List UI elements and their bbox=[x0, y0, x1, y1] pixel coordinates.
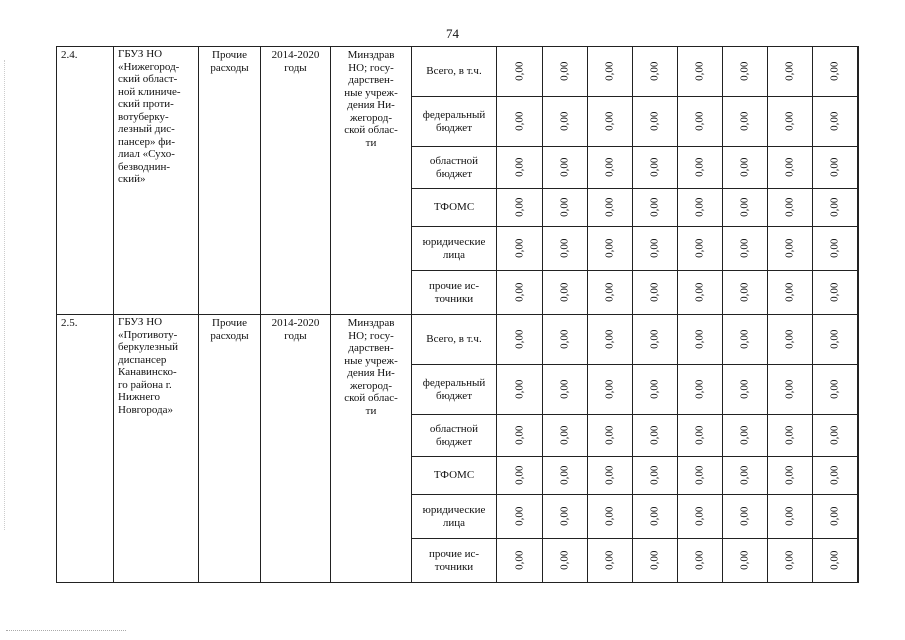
funding-source bbox=[412, 47, 497, 97]
funding-value-text: 0,00 bbox=[828, 282, 841, 303]
funding-source-line: федеральный bbox=[422, 377, 486, 389]
funding-value-text: 0,00 bbox=[828, 465, 841, 486]
funding-source-line: федеральный bbox=[422, 109, 486, 121]
page-number: 74 bbox=[446, 26, 459, 41]
executor-line: дения Ни- bbox=[347, 367, 395, 379]
funding-value-text: 0,00 bbox=[783, 465, 796, 486]
expense-type-line: Прочие bbox=[212, 317, 247, 329]
institution-name-line: Новгорода» bbox=[118, 403, 174, 416]
funding-value bbox=[813, 97, 858, 147]
funding-value-text: 0,00 bbox=[828, 61, 841, 82]
funding-value bbox=[588, 315, 633, 365]
funding-value bbox=[543, 271, 588, 315]
funding-value-text: 0,00 bbox=[513, 238, 526, 259]
funding-value bbox=[633, 315, 678, 365]
funding-value-text: 0,00 bbox=[513, 111, 526, 132]
funding-source-line: лица bbox=[442, 516, 466, 529]
funding-value bbox=[813, 365, 858, 415]
funding-source-line: бюджет bbox=[436, 167, 472, 180]
institution-name-line: ский проти- bbox=[118, 98, 174, 110]
funding-value-text: 0,00 bbox=[603, 550, 616, 571]
expense-type-line: расходы bbox=[210, 329, 249, 342]
funding-value bbox=[633, 227, 678, 271]
funding-value bbox=[588, 147, 633, 189]
institution-name-line: беркулезный bbox=[118, 341, 179, 353]
executor-line: ской облас- bbox=[344, 392, 398, 404]
funding-value bbox=[588, 97, 633, 147]
funding-value bbox=[588, 457, 633, 495]
executor bbox=[331, 315, 412, 583]
implementation-period-line: 2014-2020 bbox=[271, 49, 320, 61]
funding-value bbox=[633, 539, 678, 583]
executor-line: ти bbox=[365, 136, 377, 149]
funding-value bbox=[768, 147, 813, 189]
executor-line: Минздрав bbox=[347, 49, 395, 61]
funding-source-line: бюджет bbox=[436, 389, 472, 402]
implementation-period bbox=[261, 315, 331, 583]
expense-type-line: расходы bbox=[210, 61, 249, 74]
funding-value bbox=[723, 495, 768, 539]
funding-source bbox=[412, 227, 497, 271]
funding-source-line: юридические bbox=[422, 504, 486, 516]
funding-value bbox=[813, 227, 858, 271]
funding-source-line: областной bbox=[429, 423, 479, 435]
funding-value bbox=[858, 457, 859, 495]
funding-value bbox=[497, 365, 543, 415]
funding-value bbox=[858, 415, 859, 457]
funding-value bbox=[543, 47, 588, 97]
funding-value-text: 0,00 bbox=[648, 506, 661, 527]
funding-value bbox=[813, 415, 858, 457]
funding-value-text: 0,00 bbox=[513, 157, 526, 178]
funding-value bbox=[858, 189, 859, 227]
funding-value bbox=[678, 271, 723, 315]
executor bbox=[331, 47, 412, 315]
funding-value bbox=[768, 315, 813, 365]
funding-value bbox=[588, 189, 633, 227]
funding-value bbox=[497, 415, 543, 457]
funding-value-text: 0,00 bbox=[513, 329, 526, 350]
funding-source bbox=[412, 97, 497, 147]
funding-value bbox=[813, 315, 858, 365]
funding-source-line: точники bbox=[434, 560, 474, 573]
funding-value-text: 0,00 bbox=[828, 329, 841, 350]
funding-value-text: 0,00 bbox=[648, 379, 661, 400]
funding-value-text: 0,00 bbox=[783, 550, 796, 571]
funding-value-text: 0,00 bbox=[558, 550, 571, 571]
funding-value bbox=[633, 415, 678, 457]
funding-value-text: 0,00 bbox=[783, 238, 796, 259]
funding-value-text: 0,00 bbox=[783, 61, 796, 82]
funding-value bbox=[543, 457, 588, 495]
funding-value bbox=[723, 315, 768, 365]
institution-name-line: «Нижегород- bbox=[118, 60, 180, 73]
funding-value bbox=[678, 97, 723, 147]
funding-source-line: точники bbox=[434, 292, 474, 305]
funding-value-text: 0,00 bbox=[828, 506, 841, 527]
funding-source-line: областной bbox=[429, 155, 479, 167]
executor-line: жегород- bbox=[349, 379, 393, 392]
funding-value bbox=[543, 539, 588, 583]
funding-value bbox=[497, 147, 543, 189]
funding-source-line: юридические bbox=[422, 236, 486, 248]
funding-source-line: прочие ис- bbox=[428, 548, 480, 560]
funding-value-text: 0,00 bbox=[513, 379, 526, 400]
funding-value bbox=[813, 271, 858, 315]
funding-value-text: 0,00 bbox=[738, 197, 751, 218]
funding-value bbox=[633, 97, 678, 147]
executor-line: НО; госу- bbox=[348, 61, 394, 74]
funding-value bbox=[633, 365, 678, 415]
implementation-period bbox=[261, 47, 331, 315]
funding-value-text: 0,00 bbox=[513, 61, 526, 82]
funding-value-text: 0,00 bbox=[648, 238, 661, 259]
executor-line: дарствен- bbox=[348, 342, 394, 354]
funding-source-line: бюджет bbox=[436, 121, 472, 134]
funding-value-text: 0,00 bbox=[693, 379, 706, 400]
institution-name-line: «Противоту- bbox=[118, 328, 178, 341]
funding-value-text: 0,00 bbox=[693, 550, 706, 571]
funding-value-text: 0,00 bbox=[693, 111, 706, 132]
funding-value-text: 0,00 bbox=[513, 506, 526, 527]
funding-value bbox=[768, 47, 813, 97]
funding-source-line: прочие ис- bbox=[428, 280, 480, 292]
executor-line: ти bbox=[365, 404, 377, 417]
funding-value-text: 0,00 bbox=[693, 197, 706, 218]
funding-value-text: 0,00 bbox=[513, 425, 526, 446]
institution-name bbox=[114, 315, 199, 583]
funding-value bbox=[768, 189, 813, 227]
funding-value bbox=[543, 495, 588, 539]
funding-value-text: 0,00 bbox=[738, 506, 751, 527]
funding-source bbox=[412, 539, 497, 583]
institution-name-line: пансер» фи- bbox=[118, 135, 175, 148]
funding-value bbox=[723, 415, 768, 457]
funding-value-text: 0,00 bbox=[828, 550, 841, 571]
funding-value-text: 0,00 bbox=[828, 425, 841, 446]
funding-value-text: 0,00 bbox=[558, 329, 571, 350]
funding-value bbox=[497, 227, 543, 271]
funding-value-text: 0,00 bbox=[783, 379, 796, 400]
funding-value bbox=[858, 227, 859, 271]
funding-value bbox=[858, 147, 859, 189]
executor-line: дарствен- bbox=[348, 74, 394, 86]
funding-value-text: 0,00 bbox=[603, 61, 616, 82]
funding-value bbox=[633, 47, 678, 97]
funding-value bbox=[633, 147, 678, 189]
funding-value bbox=[723, 457, 768, 495]
funding-value-text: 0,00 bbox=[648, 111, 661, 132]
scan-margin-mark bbox=[6, 630, 126, 632]
program-funding-table bbox=[56, 46, 859, 583]
funding-value bbox=[813, 539, 858, 583]
funding-source-line: бюджет bbox=[436, 435, 472, 448]
funding-value bbox=[497, 47, 543, 97]
expense-type bbox=[199, 315, 261, 583]
funding-source bbox=[412, 415, 497, 457]
funding-value-text: 0,00 bbox=[513, 282, 526, 303]
executor-line: НО; госу- bbox=[348, 329, 394, 342]
funding-value-text: 0,00 bbox=[513, 465, 526, 486]
funding-value-text: 0,00 bbox=[738, 238, 751, 259]
funding-value-text: 0,00 bbox=[693, 329, 706, 350]
funding-value bbox=[723, 227, 768, 271]
implementation-period-line: 2014-2020 bbox=[271, 317, 320, 329]
funding-value bbox=[858, 365, 859, 415]
funding-value-text: 0,00 bbox=[828, 111, 841, 132]
institution-name-line: ной клиниче- bbox=[118, 85, 181, 98]
funding-value-text: 0,00 bbox=[558, 506, 571, 527]
executor-line: дения Ни- bbox=[347, 99, 395, 111]
row-number: 2.5. bbox=[57, 315, 114, 583]
institution-name-line: лиал «Сухо- bbox=[118, 148, 175, 160]
funding-value bbox=[723, 539, 768, 583]
funding-value bbox=[497, 457, 543, 495]
funding-value-text: 0,00 bbox=[558, 197, 571, 218]
funding-value bbox=[588, 415, 633, 457]
funding-value bbox=[633, 495, 678, 539]
funding-source bbox=[412, 271, 497, 315]
funding-value-text: 0,00 bbox=[603, 282, 616, 303]
funding-value bbox=[723, 47, 768, 97]
funding-value bbox=[858, 47, 859, 97]
institution-name-line: вотуберку- bbox=[118, 110, 169, 123]
funding-value-text: 0,00 bbox=[828, 379, 841, 400]
funding-value-text: 0,00 bbox=[603, 111, 616, 132]
funding-value-text: 0,00 bbox=[783, 282, 796, 303]
funding-value bbox=[858, 315, 859, 365]
funding-value bbox=[768, 97, 813, 147]
funding-value-text: 0,00 bbox=[783, 329, 796, 350]
institution-name-line: лезный дис- bbox=[118, 123, 175, 135]
funding-value bbox=[588, 365, 633, 415]
funding-value bbox=[633, 271, 678, 315]
funding-value bbox=[858, 539, 859, 583]
funding-value-text: 0,00 bbox=[738, 425, 751, 446]
funding-value-text: 0,00 bbox=[513, 550, 526, 571]
funding-value bbox=[678, 365, 723, 415]
funding-value-text: 0,00 bbox=[693, 157, 706, 178]
funding-value bbox=[723, 189, 768, 227]
institution-name-line: ский област- bbox=[118, 73, 178, 85]
funding-value-text: 0,00 bbox=[693, 238, 706, 259]
funding-value bbox=[813, 457, 858, 495]
funding-value-text: 0,00 bbox=[648, 329, 661, 350]
funding-value-text: 0,00 bbox=[828, 197, 841, 218]
executor-line: жегород- bbox=[349, 111, 393, 124]
funding-value bbox=[543, 365, 588, 415]
funding-value bbox=[678, 315, 723, 365]
funding-value bbox=[768, 495, 813, 539]
institution-name-line: ский» bbox=[118, 173, 146, 185]
funding-value bbox=[497, 97, 543, 147]
funding-value-text: 0,00 bbox=[783, 111, 796, 132]
funding-value bbox=[723, 365, 768, 415]
funding-value-text: 0,00 bbox=[693, 506, 706, 527]
funding-value bbox=[678, 495, 723, 539]
funding-value-text: 0,00 bbox=[738, 282, 751, 303]
funding-value bbox=[723, 271, 768, 315]
funding-value bbox=[588, 47, 633, 97]
funding-value-text: 0,00 bbox=[693, 61, 706, 82]
funding-value bbox=[588, 539, 633, 583]
funding-value-text: 0,00 bbox=[648, 157, 661, 178]
funding-value bbox=[497, 495, 543, 539]
expense-type bbox=[199, 47, 261, 315]
funding-source-line: Всего, в т.ч. bbox=[426, 333, 482, 346]
funding-value bbox=[813, 47, 858, 97]
funding-value-text: 0,00 bbox=[828, 157, 841, 178]
funding-value-text: 0,00 bbox=[648, 282, 661, 303]
funding-value bbox=[813, 147, 858, 189]
table-row bbox=[57, 47, 859, 97]
funding-value-text: 0,00 bbox=[558, 465, 571, 486]
funding-value bbox=[768, 365, 813, 415]
funding-value bbox=[543, 227, 588, 271]
funding-value-text: 0,00 bbox=[783, 197, 796, 218]
institution-name-line: Нижнего bbox=[118, 391, 160, 403]
funding-value-text: 0,00 bbox=[513, 197, 526, 218]
funding-value bbox=[768, 415, 813, 457]
funding-value bbox=[497, 539, 543, 583]
funding-value-text: 0,00 bbox=[558, 425, 571, 446]
funding-source bbox=[412, 315, 497, 365]
funding-value-text: 0,00 bbox=[558, 157, 571, 178]
funding-value bbox=[678, 415, 723, 457]
funding-value bbox=[678, 227, 723, 271]
funding-value bbox=[678, 189, 723, 227]
funding-source-line: лица bbox=[442, 248, 466, 261]
funding-value bbox=[543, 415, 588, 457]
funding-value-text: 0,00 bbox=[558, 61, 571, 82]
funding-value bbox=[813, 189, 858, 227]
funding-value bbox=[768, 227, 813, 271]
funding-source bbox=[412, 365, 497, 415]
institution-name-line: ГБУЗ НО bbox=[118, 48, 163, 60]
funding-value-text: 0,00 bbox=[603, 157, 616, 178]
funding-value bbox=[543, 315, 588, 365]
funding-value bbox=[543, 189, 588, 227]
funding-value-text: 0,00 bbox=[648, 550, 661, 571]
funding-value-text: 0,00 bbox=[558, 282, 571, 303]
funding-value bbox=[497, 315, 543, 365]
funding-source-line: ТФОМС bbox=[433, 469, 475, 482]
institution-name-line: Канавинско- bbox=[118, 366, 177, 378]
institution-name-line: безводнин- bbox=[118, 160, 171, 173]
funding-value bbox=[723, 97, 768, 147]
implementation-period-line: годы bbox=[284, 61, 307, 74]
funding-value-text: 0,00 bbox=[738, 550, 751, 571]
funding-value bbox=[678, 47, 723, 97]
funding-value bbox=[497, 271, 543, 315]
funding-value-text: 0,00 bbox=[558, 111, 571, 132]
funding-value bbox=[588, 227, 633, 271]
funding-value bbox=[858, 271, 859, 315]
funding-value-text: 0,00 bbox=[738, 111, 751, 132]
funding-value-text: 0,00 bbox=[648, 197, 661, 218]
row-number: 2.4. bbox=[57, 47, 114, 315]
expense-type-line: Прочие bbox=[212, 49, 247, 61]
funding-value bbox=[813, 495, 858, 539]
funding-value bbox=[543, 97, 588, 147]
executor-line: ской облас- bbox=[344, 124, 398, 136]
funding-value-text: 0,00 bbox=[603, 379, 616, 400]
executor-line: Минздрав bbox=[347, 317, 395, 329]
funding-value-text: 0,00 bbox=[648, 425, 661, 446]
institution-name bbox=[114, 47, 199, 315]
funding-value bbox=[588, 495, 633, 539]
funding-value bbox=[858, 97, 859, 147]
funding-value-text: 0,00 bbox=[783, 425, 796, 446]
funding-value bbox=[497, 189, 543, 227]
funding-value-text: 0,00 bbox=[693, 465, 706, 486]
funding-value-text: 0,00 bbox=[603, 329, 616, 350]
funding-value-text: 0,00 bbox=[783, 157, 796, 178]
funding-value-text: 0,00 bbox=[558, 379, 571, 400]
funding-value-text: 0,00 bbox=[603, 425, 616, 446]
funding-value-text: 0,00 bbox=[738, 465, 751, 486]
funding-value-text: 0,00 bbox=[738, 329, 751, 350]
institution-name-line: диспансер bbox=[118, 353, 167, 366]
funding-value bbox=[768, 457, 813, 495]
implementation-period-line: годы bbox=[284, 329, 307, 342]
executor-line: ные учреж- bbox=[344, 86, 398, 99]
executor-line: ные учреж- bbox=[344, 354, 398, 367]
funding-value bbox=[678, 539, 723, 583]
funding-value bbox=[678, 457, 723, 495]
table-row bbox=[57, 315, 859, 365]
funding-value bbox=[633, 457, 678, 495]
funding-value bbox=[858, 495, 859, 539]
funding-value-text: 0,00 bbox=[693, 425, 706, 446]
funding-value bbox=[768, 271, 813, 315]
funding-value-text: 0,00 bbox=[738, 61, 751, 82]
funding-value-text: 0,00 bbox=[738, 157, 751, 178]
funding-value-text: 0,00 bbox=[603, 465, 616, 486]
funding-source-line: ТФОМС bbox=[433, 201, 475, 214]
scan-edge-mark bbox=[4, 60, 6, 530]
funding-value bbox=[633, 189, 678, 227]
funding-source bbox=[412, 189, 497, 227]
funding-value bbox=[588, 271, 633, 315]
institution-name-line: го района г. bbox=[118, 378, 172, 391]
funding-value-text: 0,00 bbox=[603, 238, 616, 259]
funding-value-text: 0,00 bbox=[603, 506, 616, 527]
funding-value-text: 0,00 bbox=[648, 61, 661, 82]
institution-name-line: ГБУЗ НО bbox=[118, 316, 163, 328]
funding-value-text: 0,00 bbox=[603, 197, 616, 218]
funding-value bbox=[723, 147, 768, 189]
funding-value bbox=[543, 147, 588, 189]
funding-source-line: Всего, в т.ч. bbox=[426, 65, 482, 78]
funding-value-text: 0,00 bbox=[558, 238, 571, 259]
funding-source bbox=[412, 457, 497, 495]
funding-value-text: 0,00 bbox=[828, 238, 841, 259]
funding-value bbox=[678, 147, 723, 189]
funding-source bbox=[412, 147, 497, 189]
funding-value bbox=[768, 539, 813, 583]
funding-value-text: 0,00 bbox=[693, 282, 706, 303]
funding-value-text: 0,00 bbox=[783, 506, 796, 527]
funding-value-text: 0,00 bbox=[648, 465, 661, 486]
funding-source bbox=[412, 495, 497, 539]
funding-value-text: 0,00 bbox=[738, 379, 751, 400]
